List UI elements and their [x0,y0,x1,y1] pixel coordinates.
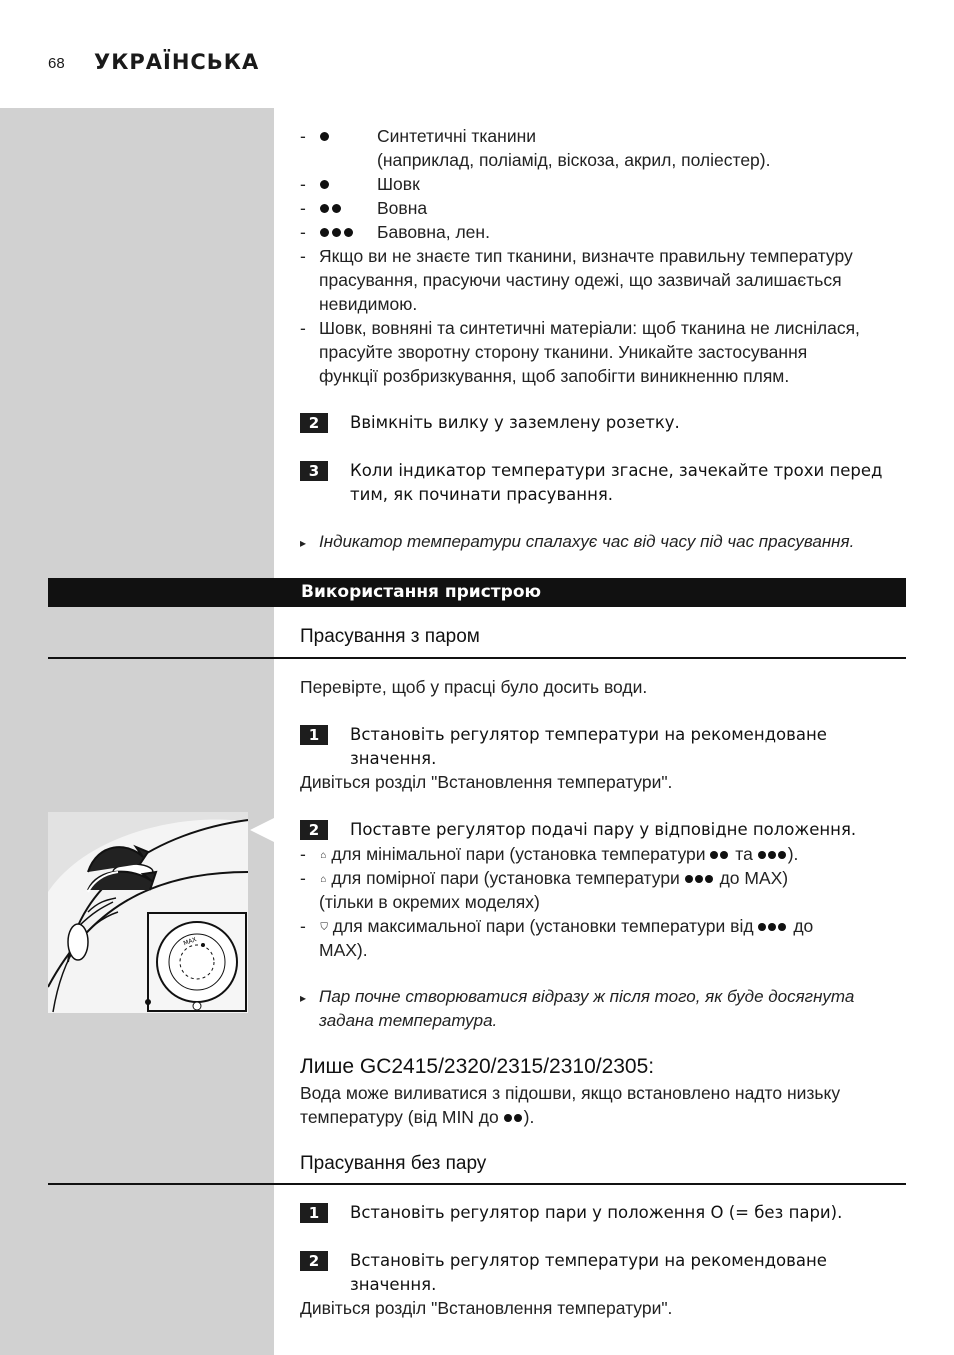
step-text: Встановіть регулятор температури на рекомендоване значення. [350,725,827,768]
step-number: 3 [300,461,328,481]
subsection-title: Прасування з паром [300,626,480,647]
fabric-item-examples: (наприклад, поліамід, віскоза, акрил, поліестер). [377,150,771,170]
page-language-title: УКРАЇНСЬКА [94,50,260,74]
fabric-item: - Синтетичні тканини [300,126,537,146]
callout-pointer [250,818,274,842]
fabric-item: - Шовк [300,174,420,194]
reference-text: Дивіться розділ "Встановлення температури". [300,772,673,792]
steam-option-note: MAX). [319,940,368,960]
step-text: Встановіть регулятор температури на рекомендоване значення. [350,1251,827,1294]
iron-steam-dial-illustration [48,812,248,1013]
section-heading-bar [48,578,906,607]
step-number: 2 [300,820,328,840]
intro-text: Перевірте, щоб у прасці було досить води. [300,677,648,697]
steam-option-note: (тільки в окремих моделях) [319,892,540,912]
steam-option: - ⌂ для помірної пари (установка температури до MAX) [300,868,789,888]
reference-text: Дивіться розділ "Встановлення температури". [300,1298,673,1318]
result-text: Пар почне створюватися відразу ж після того, як буде досягнута задана температура. [319,987,855,1030]
step-text: Поставте регулятор подачі пару у відповідне положення. [350,820,857,839]
result-marker: ▸ [300,536,307,550]
steam-option: - ⛉ для максимальної пари (установки температури від до [300,916,814,936]
steam-option: - ⌂ для мінімальної пари (установка температури та ). [300,844,799,864]
fabric-item: - Вовна [300,198,428,218]
steam-high-icon: ⛉ [320,922,328,933]
steam-low-icon: ⌂ [320,874,327,885]
page-number: 68 [48,55,65,72]
step-number: 2 [300,1251,328,1271]
model-note-text: температуру (від MIN до ). [300,1107,535,1127]
step-number: 1 [300,1203,328,1223]
model-note-title: Лише GC2415/2320/2315/2310/2305: [300,1055,655,1078]
step-number: 1 [300,725,328,745]
step-text: Встановіть регулятор пари у положення O (= без пари). [350,1203,843,1222]
section-title: Використання пристрою [301,582,542,602]
divider [48,1183,906,1185]
result-marker: ▸ [300,991,307,1005]
step-text: Ввімкніть вилку у заземлену розетку. [350,413,680,432]
result-text: Індикатор температури спалахує час від часу під час прасування. [319,532,855,551]
steam-low-icon: ⌂ [320,850,327,861]
model-note-text: Вода може виливатися з підошви, якщо встановлено надто низьку [300,1083,841,1103]
subsection-title: Прасування без пару [300,1153,487,1174]
step-number: 2 [300,413,328,433]
dial-max-label: MAX [182,936,198,948]
fabric-item: - Бавовна, лен. [300,222,490,242]
divider [48,657,906,659]
sidebar-column [0,108,274,1355]
step-text: Коли індикатор температури згасне, зачекайте трохи перед тим, як починати прасування. [350,461,883,504]
